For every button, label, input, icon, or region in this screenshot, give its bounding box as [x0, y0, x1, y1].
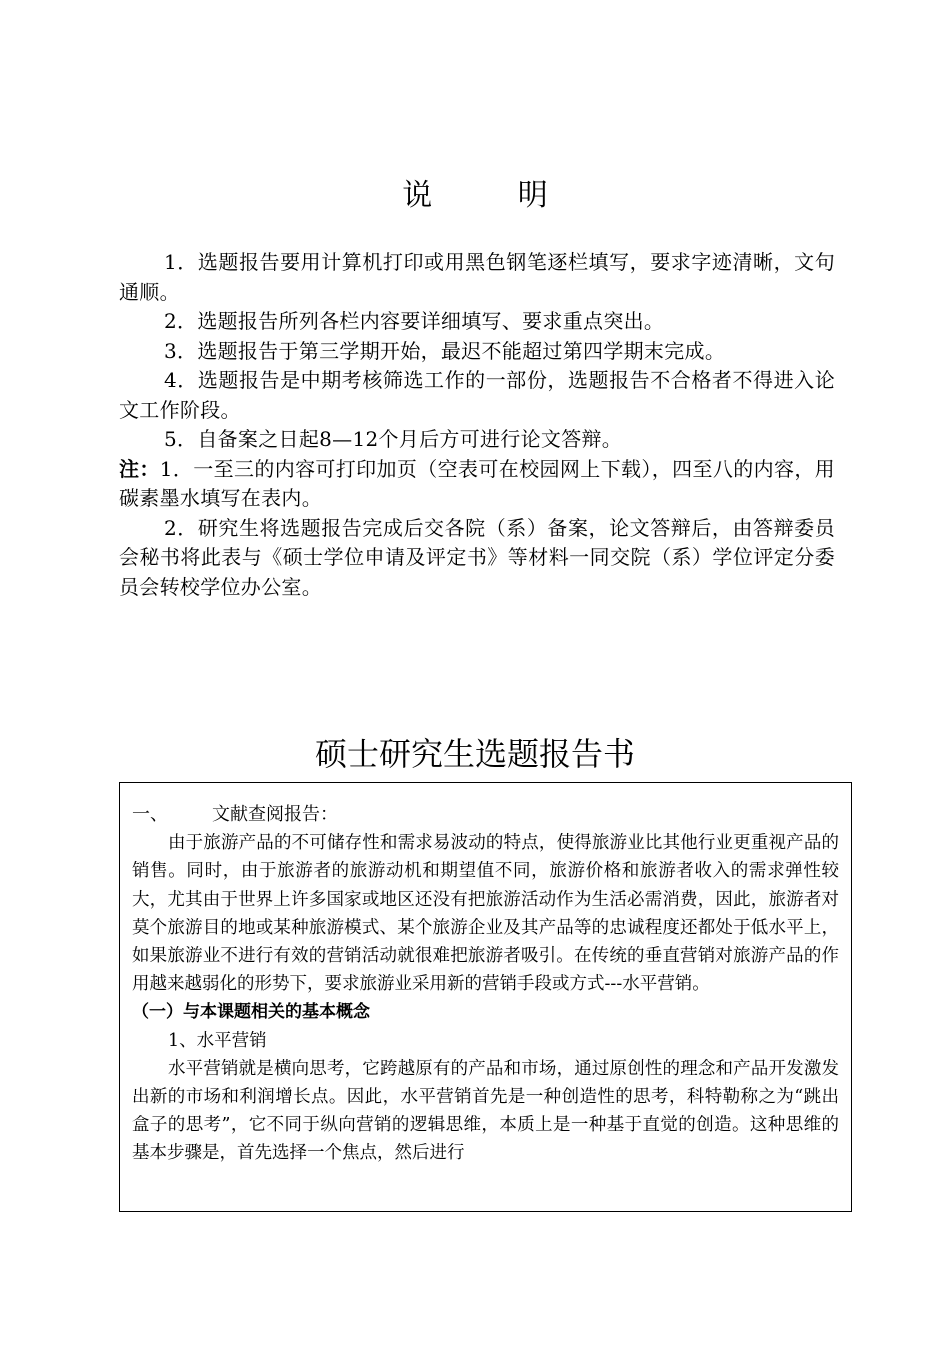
- instruction-item-1: 1．选题报告要用计算机打印或用黑色钢笔逐栏填写，要求字迹清晰，文句通顺。: [119, 250, 835, 304]
- concept-title: 1、水平营销: [168, 1030, 267, 1051]
- subsection-title: （一）与本课题相关的基本概念: [132, 1002, 370, 1023]
- concept-paragraph: 水平营销就是横向思考，它跨越原有的产品和市场，通过原创性的理念和产品开发激发出新的市场和利润增长点。因此，水平营销首先是一种创造性的思考，科特勒称之为“跳出盒子的思考”，它不同于纵向营销的逻辑思维，本质上是一种基于直觉的创造。这种思维的基本步骤是，首先选择一个焦点，然后进行: [132, 1058, 839, 1164]
- instruction-item-2: 2．选题报告所列各栏内容要详细填写、要求重点突出。: [164, 309, 665, 333]
- section-number: 一、: [132, 804, 168, 825]
- page-title: 说 明: [402, 178, 586, 213]
- note-1-text: 1．一至三的内容可打印加页（空表可在校园网上下载），四至八的内容，用碳素墨水填写在表内。: [119, 456, 835, 510]
- instruction-item-4: 4．选题报告是中期考核筛选工作的一部份，选题报告不合格者不得进入论文工作阶段。: [119, 368, 835, 422]
- instructions-section: [119, 248, 835, 602]
- report-title: 硕士研究生选题报告书: [314, 735, 635, 773]
- instruction-item-3: 3．选题报告于第三学期开始，最迟不能超过第四学期末完成。: [164, 338, 726, 363]
- instruction-item-5: 5．自备案之日起8—12个月后方可进行论文答辩。: [164, 427, 623, 451]
- report-form-box: [119, 782, 852, 1212]
- section-heading: [132, 801, 839, 829]
- intro-paragraph: 由于旅游产品的不可储存性和需求易波动的特点，使得旅游业比其他行业更重视产品的销售。同时，由于旅游者的旅游动机和期望值不同，旅游价格和旅游者收入的需求弹性较大，尤其由于世界上许多国家或地区还没有把旅游活动作为生活必需消费，因此，旅游者对莫个旅游目的地或某种旅游模式、某个旅游企业及其产品等的忠诚程度还都处于低水平上，如果旅游业不进行有效的营销活动就很难把旅游者吸引。在传统的垂直营销对旅游产品的作用越来越弱化的形势下，要求旅游业采用新的营销手段或方式---水平营销。: [132, 833, 839, 995]
- note-1: [119, 455, 835, 514]
- section-title: 文献查阅报告：: [212, 804, 338, 825]
- note-2: 2．研究生将选题报告完成后交各院（系）备案，论文答辩后，由答辩委员会秘书将此表与《硕士学位申请及评定书》等材料一同交院（系）学位评定分委员会转校学位办公室。: [119, 515, 835, 599]
- note-label: 注：: [119, 456, 160, 481]
